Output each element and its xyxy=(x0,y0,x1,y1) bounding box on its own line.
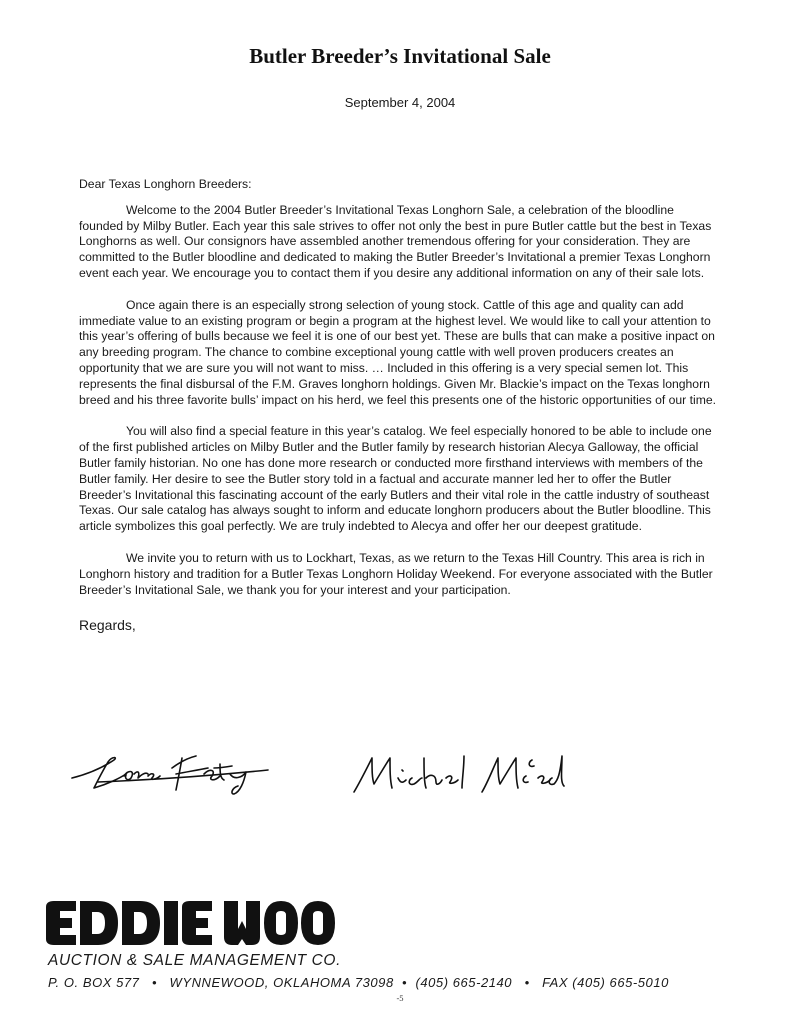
signature-left xyxy=(68,748,278,798)
company-address: P. O. BOX 577 • WYNNEWOOD, OKLAHOMA 73098 • (405) 665-2140 • FAX (405) 665-5010 xyxy=(48,975,669,990)
document-date: September 4, 2004 xyxy=(344,95,456,110)
document-title: Butler Breeder’s Invitational Sale xyxy=(249,44,551,68)
paragraph-welcome: Welcome to the 2004 Butler Breeder’s Invitational Texas Longhorn Sale, a celebration of the bloodline founded by Milby Butler. Each year this sale strives to offer not only the best in pure Butler cattle but the best in Texas Longhorns as well. Our consignors have assembled another tremendous offering for your consideration. They are committed to the Butler bloodline and dedicated to making the Butler Breeder’s Invitational a premier Texas Longhorn event each year. We encourage you to contact them if you desire any additional information on any of their sale lots. xyxy=(79,202,712,280)
signature-right xyxy=(350,752,570,800)
paragraph-young-stock: Once again there is an especially strong selection of young stock. Cattle of this age and quality can add immediate value to an existing program or begin a program at the highest level. We would like to call your attention to this year’s offering of bulls because we feel it is one of our best yet. These are bulls that can make a positive inpact on any breeding program. The chance to combine exceptional young cattle with well proven producers creates an opportunity that we are sure you will not want to miss. … Included in this offering is a very special semen lot. This represents the final disbursal of the F.M. Graves longhorn holdings. Given Mr. Blackie’s impact on the Texas longhorn breed and his three favorite bulls’ impact on his herd, we feel this presents one of the historic opportunities of our time. xyxy=(79,297,717,407)
paragraph-special-feature: You will also find a special feature in this year’s catalog. We feel especially honored to be able to include one of the first published articles on Milby Butler and the Butler family by research historian Alecya Galloway, the official Butler family historian. No one has done more research or conducted more firsthand interviews with members of the Butler family. Her desire to see the Butler story told in a factual and accurate manner led her to offer the Butler Breeder’s Invitational this fascinating account of the early Butlers and their vital role in the cattle industry of southeast Texas. Our sale catalog has always sought to inform and educate longhorn producers about the Butler bloodline. This article symbolizes this goal perfectly. We are truly indebted to Alecya and offer her our deepest gratitude. xyxy=(79,424,712,534)
salutation: Dear Texas Longhorn Breeders: xyxy=(79,177,252,191)
closing: Regards, xyxy=(79,617,136,634)
page-number: -5 xyxy=(396,993,404,1003)
eddie-wood-logo xyxy=(46,901,352,952)
paragraph-invitation: We invite you to return with us to Lockhart, Texas, as we return to the Texas Hill Country. This area is rich in Longhorn history and tradition for a Butler Texas Longhorn Holiday Weekend. For everyone associated with the Butler Breeder’s Invitational Sale, we thank you for your interest and your participation. xyxy=(79,550,713,597)
company-name: AUCTION & SALE MANAGEMENT CO. xyxy=(48,952,341,969)
letter-body xyxy=(79,177,719,634)
